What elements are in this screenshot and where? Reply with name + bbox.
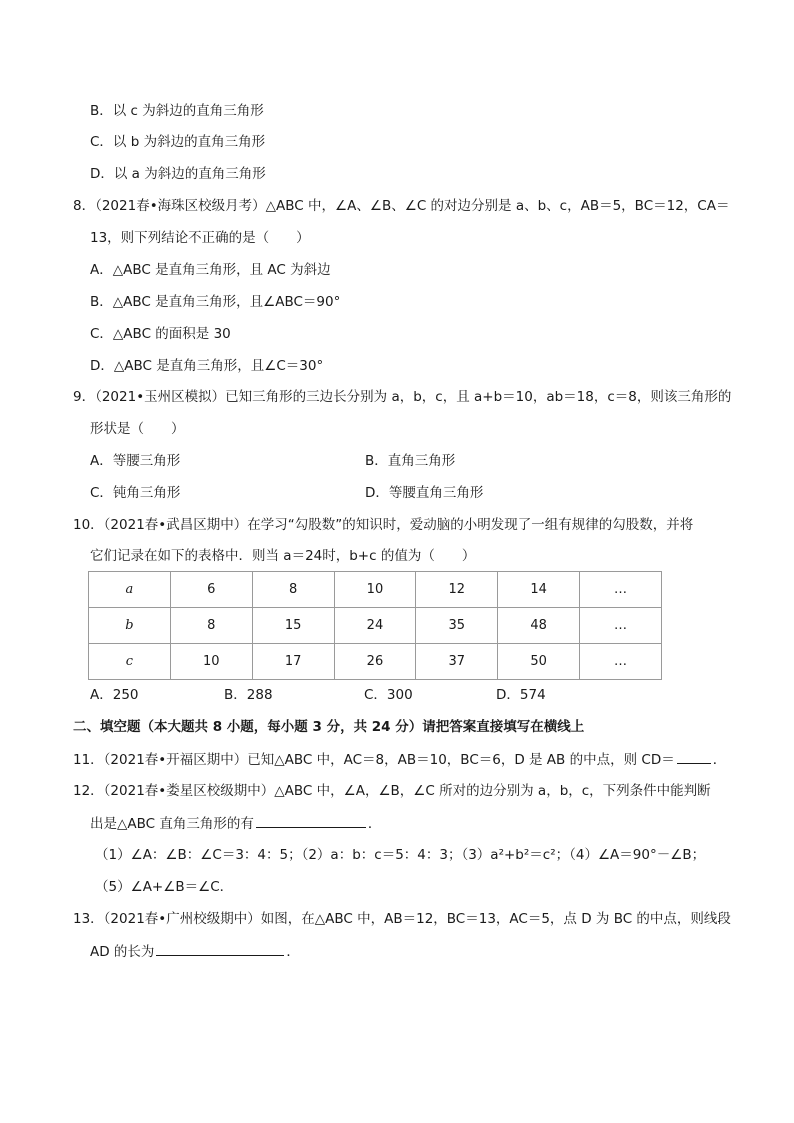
q12-condition5: （5）∠A+∠B＝∠C． (95, 879, 234, 895)
table-cell: 10 (334, 572, 416, 608)
q13-stem-line1: 13．（2021春•广州校级期中）如图，在△ABC 中，AB＝12，BC＝13，AC＝5，点 D 为 BC 的中点，则线段 (73, 911, 731, 927)
q10-option-d: D．574 (496, 687, 546, 703)
q9-option-b: B．直角三角形 (365, 453, 456, 469)
q8-option-a: A．△ABC 是直角三角形，且 AC 为斜边 (90, 262, 331, 278)
table-cell: 8 (170, 608, 252, 644)
table-cell: 48 (498, 608, 580, 644)
table-row-a (89, 572, 662, 608)
q12-line2-text: 出是△ABC 直角三角形的有 (90, 816, 254, 832)
q8-stem-line1: 8．（2021春•海珠区校级月考）△ABC 中，∠A、∠B、∠C 的对边分别是 a、b、c，AB＝5，BC＝12，CA＝ (73, 198, 730, 214)
table-cell: 15 (252, 608, 334, 644)
table-cell: 8 (252, 572, 334, 608)
section2-heading: 二、填空题（本大题共 8 小题，每小题 3 分，共 24 分）请把答案直接填写在横线上 (73, 719, 585, 735)
q12-conditions: （1）∠A：∠B：∠C＝3：4：5；（2）a：b：c＝5：4：3；（3）a²+b²＝c²；（4）∠A＝90°－∠B； (95, 847, 706, 863)
q10-option-b: B．288 (224, 687, 273, 703)
pythagorean-table (88, 571, 662, 680)
q8-option-d: D．△ABC 是直角三角形，且∠C＝30° (90, 358, 324, 374)
q10-stem-line2: 它们记录在如下的表格中．则当 a＝24时，b+c 的值为（ ） (90, 548, 476, 564)
table-cell: 50 (498, 644, 580, 680)
q12-stem-line1: 12．（2021春•娄星区校级期中）△ABC 中，∠A，∠B，∠C 所对的边分别为 a，b，c，下列条件中能判断 (73, 783, 711, 799)
q13-answer-blank[interactable] (156, 941, 284, 956)
q10-options (90, 685, 690, 705)
q9-options-row1 (90, 451, 690, 471)
q11-end: ． (712, 752, 727, 768)
table-cell: 26 (334, 644, 416, 680)
q10-option-c: C．300 (364, 687, 413, 703)
table-cell: 14 (498, 572, 580, 608)
table-cell: 24 (334, 608, 416, 644)
table-cell: 6 (170, 572, 252, 608)
q11-answer-blank[interactable] (677, 749, 711, 764)
table-row-label: b (89, 608, 171, 644)
q9-option-c: C．钝角三角形 (90, 485, 181, 501)
q12-answer-blank[interactable] (256, 813, 366, 828)
table-row-b (89, 608, 662, 644)
q13-stem-line2 (90, 941, 300, 962)
table-cell: 10 (170, 644, 252, 680)
q9-stem-line1: 9．（2021•玉州区模拟）已知三角形的三边长分别为 a，b，c，且 a+b＝10，ab＝18，c＝8，则该三角形的 (73, 389, 732, 405)
table-row-label: a (89, 572, 171, 608)
table-cell: 17 (252, 644, 334, 680)
q7-option-d: D．以 a 为斜边的直角三角形 (90, 166, 266, 182)
table-cell: … (580, 644, 662, 680)
q11-stem (73, 749, 726, 770)
q7-option-b: B．以 c 为斜边的直角三角形 (90, 103, 264, 119)
q9-option-d: D．等腰直角三角形 (365, 485, 484, 501)
q8-stem-line2: 13，则下列结论不正确的是（ ） (90, 230, 310, 246)
q8-option-c: C．△ABC 的面积是 30 (90, 326, 231, 342)
table-cell: 37 (416, 644, 498, 680)
q10-stem-line1: 10．（2021春•武昌区期中）在学习“勾股数”的知识时，爱动脑的小明发现了一组有规律的勾股数，并将 (73, 517, 694, 533)
q9-options-row2 (90, 483, 690, 503)
table-cell: 35 (416, 608, 498, 644)
q9-option-a: A．等腰三角形 (90, 453, 181, 469)
q9-stem-line2: 形状是（ ） (90, 421, 185, 437)
q12-line2-end: ． (367, 816, 382, 832)
table-row-label: c (89, 644, 171, 680)
q12-stem-line2 (90, 813, 381, 834)
q13-line2-text: AD 的长为 (90, 944, 155, 960)
q11-text: 11．（2021春•开福区期中）已知△ABC 中，AC＝8，AB＝10，BC＝6，D 是 AB 的中点，则 CD＝ (73, 752, 675, 768)
table-row-c (89, 644, 662, 680)
table-cell: 12 (416, 572, 498, 608)
q10-option-a: A．250 (90, 687, 139, 703)
q13-line2-end: ． (286, 944, 300, 960)
table-cell: … (580, 572, 662, 608)
q8-option-b: B．△ABC 是直角三角形，且∠ABC＝90° (90, 294, 341, 310)
table-cell: … (580, 608, 662, 644)
q7-option-c: C．以 b 为斜边的直角三角形 (90, 134, 266, 150)
